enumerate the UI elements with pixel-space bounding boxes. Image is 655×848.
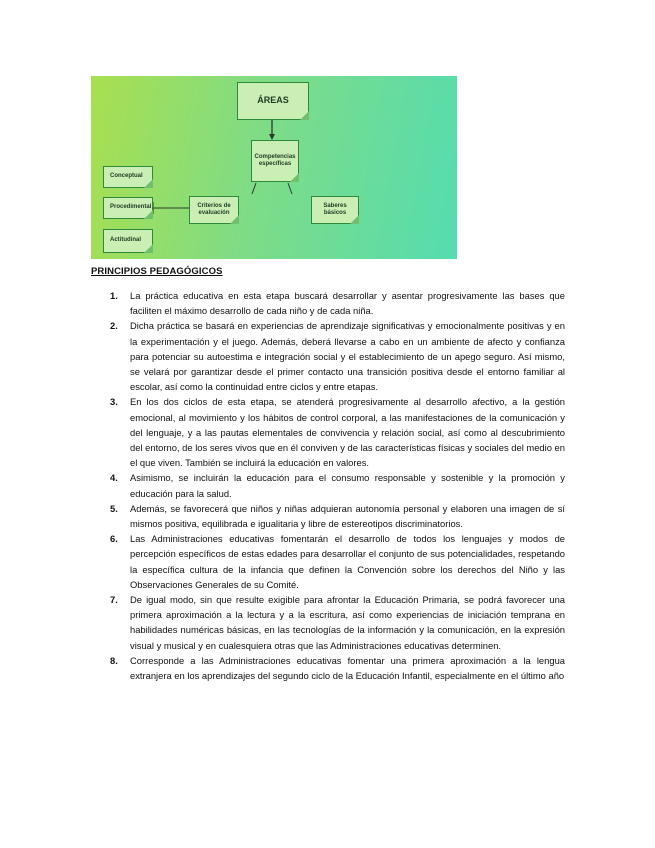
list-item: 8. Corresponde a las Administraciones educativas fomentar una primera aproximación a la lengua extranjera en los aprendizajes del segundo ciclo de la Educación Infantil, especialmente en el último año (110, 654, 565, 682)
list-item: 2. Dicha práctica se basará en experiencias de aprendizaje significativas y emocionalmente positivas y en la experimentación y el juego. Además, deberá llevarse a cabo en un ambiente de afecto y confianza para potenciar su autoestima e integración social y el establecimiento de un apego seguro. Así mismo, se velará por garantizar desde el primer contacto una transición positiva desde el entorno familiar al escolar, así como la continuidad entre ciclos y entre etapas. (110, 320, 565, 393)
list-item: 6. Las Administraciones educativas fomentarán el desarrollo de todos los lenguajes y modos de percepción específicos de estas edades para desarrollar el conjunto de sus potencialidades, respetando la específica cultura de la infancia que definen la Convención sobre los derechos del Niño y las Observaciones Generales de su Comité. (110, 533, 565, 590)
list-item: 3. En los dos ciclos de esta etapa, se atenderá progresivamente al desarrollo afectivo, a la gestión emocional, al movimiento y los hábitos de control corporal, a las manifestaciones de la comunicación y del lenguaje, y a las pautas elementales de convivencia y relación social, así como al descubrimiento del entorno, de los seres vivos que en él conviven y de las características físicas y sociales del medio en el que viven. También se incluirá la educación en valores. (110, 396, 565, 469)
node-procedimental: Procedimental (103, 197, 153, 219)
node-actitudinal: Actitudinal (103, 229, 153, 253)
node-criterios: Criterios de evaluación (189, 196, 239, 224)
list-item: 5. Además, se favorecerá que niños y niñas adquieran autonomía personal y elaboren una imagen de sí mismos positiva, equilibrada e igualitaria y libre de estereotipos discriminatorios. (110, 502, 565, 530)
node-conceptual: Conceptual (103, 166, 153, 188)
list-item: 1. La práctica educativa en esta etapa buscará desarrollar y asentar progresivamente las bases que faciliten el máximo desarrollo de cada niño y de cada niña. (110, 290, 565, 317)
section-heading: PRINCIPIOS PEDAGÓGICOS (91, 266, 223, 277)
node-areas: ÁREAS (237, 82, 309, 120)
concept-diagram (91, 76, 457, 259)
node-competencias: Competencias específicas (251, 140, 299, 182)
list-item: 4. Asimismo, se incluirán la educación para el consumo responsable y sostenible y la promoción y educación para la salud. (110, 472, 565, 499)
node-saberes: Saberes básicos (311, 196, 359, 224)
list-item: 7. De igual modo, sin que resulte exigible para afrontar la Educación Primaria, se podrá favorecer una primera aproximación a la lectura y a la escritura, así como experiencias de iniciación temprana en habilidades numéricas básicas, en las tecnologías de la información y la comunicación, en la expresión visual y musical y en cualesquiera otras que las Administraciones educativas determinen. (110, 594, 565, 651)
principles-list (110, 288, 565, 683)
